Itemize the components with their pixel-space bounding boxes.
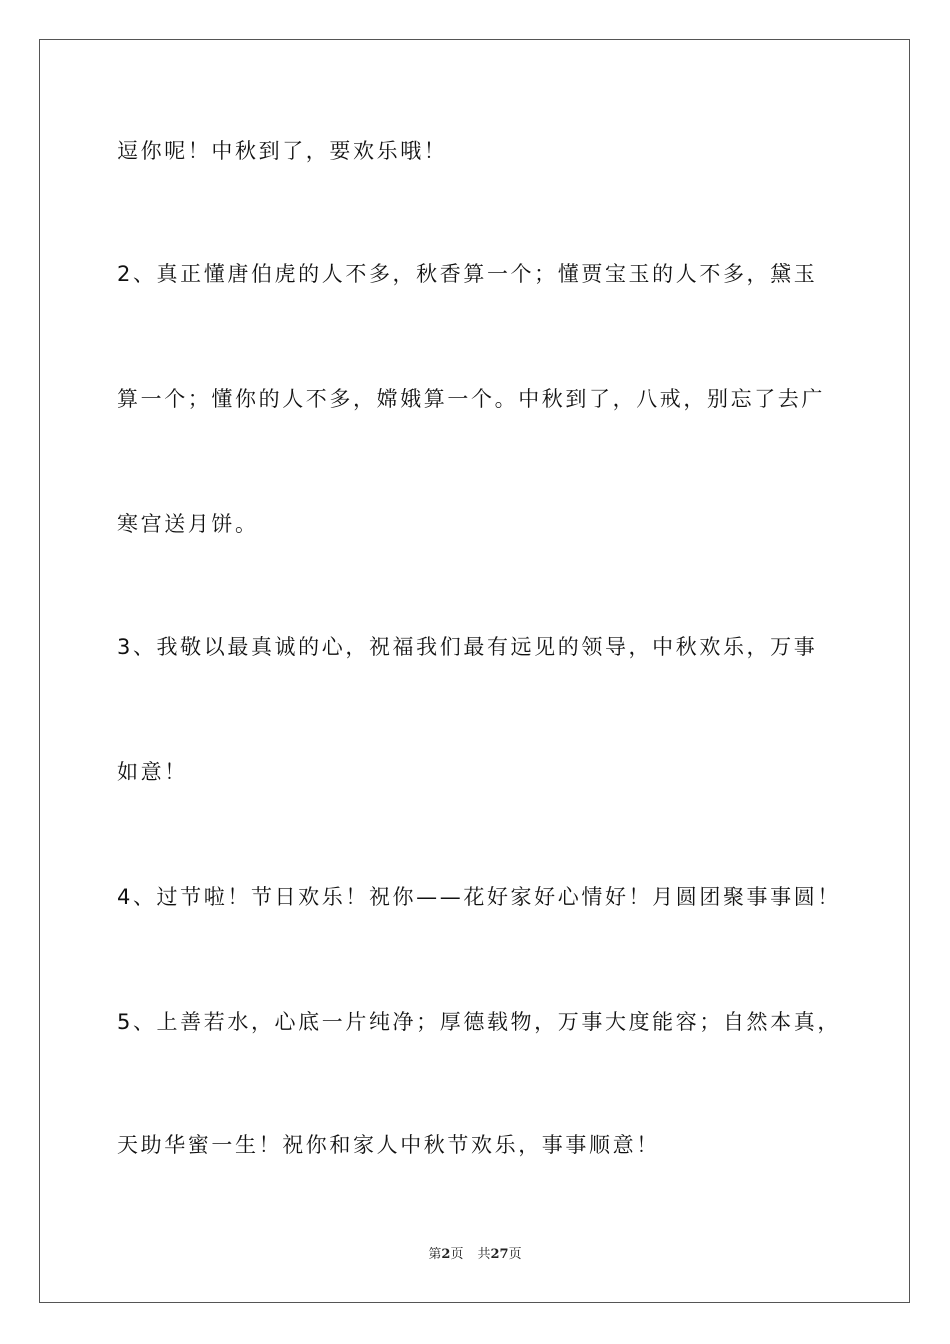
body-line-9: 天助华蜜一生！祝你和家人中秋节欢乐，事事顺意！: [117, 1133, 660, 1157]
body-line-2: 2、真正懂唐伯虎的人不多，秋香算一个；懂贾宝玉的人不多，黛玉: [117, 262, 818, 286]
page-border: [39, 39, 910, 1303]
footer-total-pages: 27: [490, 1247, 509, 1262]
body-line-6: 如意！: [117, 760, 188, 784]
body-line-1: 逗你呢！中秋到了，要欢乐哦！: [117, 139, 448, 163]
footer-page-number: 2: [441, 1247, 451, 1262]
footer-total-suffix: 页: [508, 1247, 522, 1262]
footer-total-prefix: 共: [477, 1247, 491, 1262]
body-line-4: 寒宫送月饼。: [117, 512, 259, 536]
body-line-7: 4、过节啦！节日欢乐！祝你——花好家好心情好！月圆团聚事事圆！: [117, 885, 841, 909]
body-line-3: 算一个；懂你的人不多，嫦娥算一个。中秋到了，八戒，别忘了去广: [117, 387, 825, 411]
body-line-8: 5、上善若水，心底一片纯净；厚德载物，万事大度能容；自然本真，: [117, 1010, 841, 1034]
footer-page-prefix: 第: [428, 1247, 442, 1262]
body-line-5: 3、我敬以最真诚的心，祝福我们最有远见的领导，中秋欢乐，万事: [117, 635, 818, 659]
page-footer: [0, 1246, 950, 1264]
footer-page-suffix: 页: [450, 1247, 464, 1262]
